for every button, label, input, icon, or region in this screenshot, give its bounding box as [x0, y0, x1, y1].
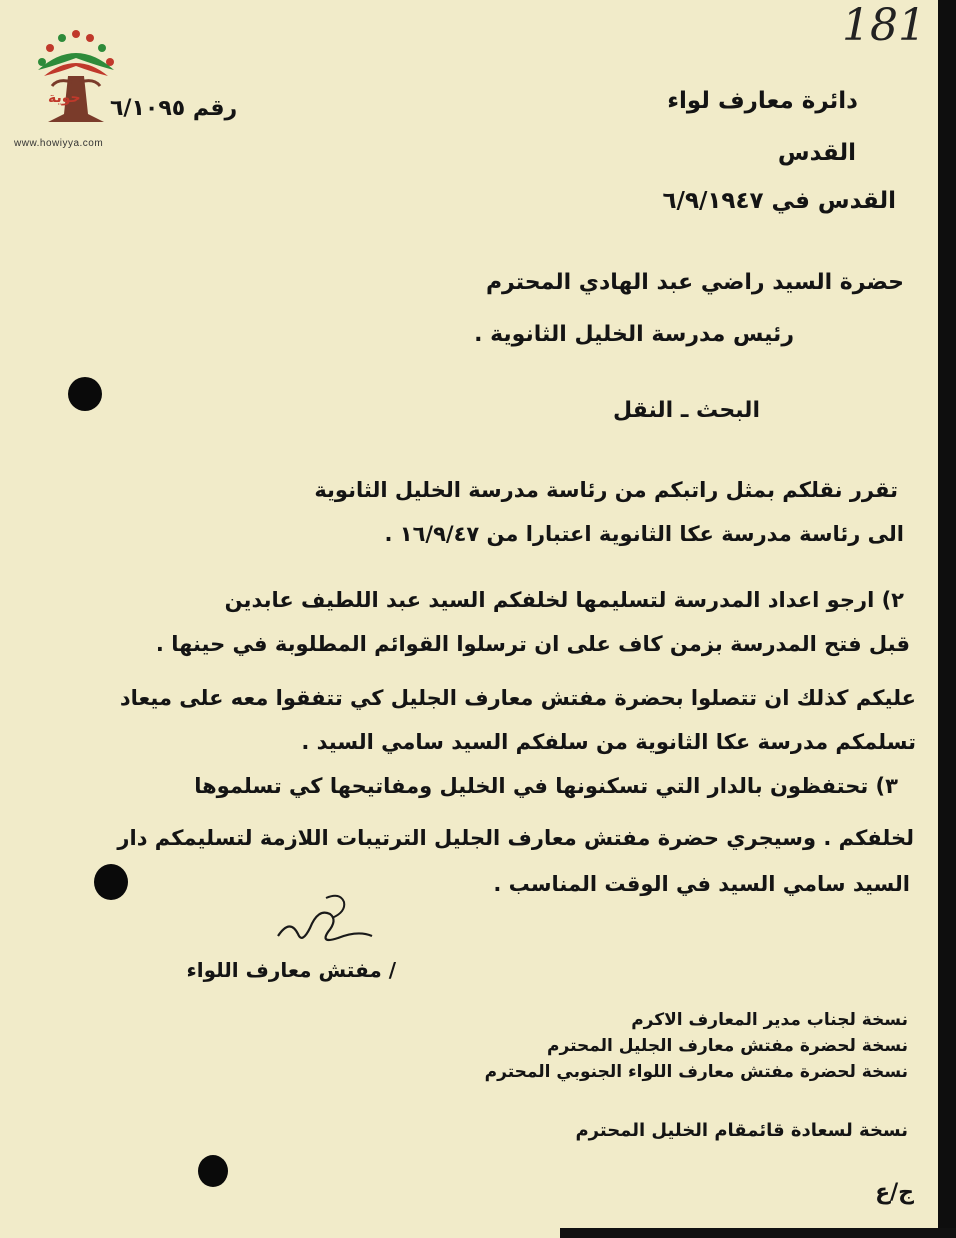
logo-url: www.howiyya.com	[14, 138, 104, 149]
initials: ج/ع	[875, 1180, 914, 1205]
reference-number: رقم ٦/١٠٩٥	[110, 96, 238, 121]
recipient-name: حضرة السيد راضي عبد الهادي المحترم	[485, 270, 904, 295]
body-line: ٣) تحتفظون بالدار التي تسكنونها في الخليل ومفاتيحها كي تسلموها	[194, 774, 898, 798]
body-line: تسلمكم مدرسة عكا الثانوية من سلفكم السيد سامي السيد .	[301, 730, 916, 754]
body-line: تقرر نقلكم بمثل راتبكم من رئاسة مدرسة الخليل الثانوية	[314, 478, 898, 502]
copy-line: نسخة لحضرة مفتش معارف الجليل المحترم	[547, 1036, 908, 1056]
department-name: دائرة معارف لواء	[667, 88, 858, 114]
body-line: ٢) ارجو اعداد المدرسة لتسليمها لخلفكم السيد عبد اللطيف عابدين	[224, 588, 904, 612]
page-number: 181	[842, 0, 926, 51]
body-line: عليكم كذلك ان تتصلوا بحضرة مفتش معارف الجليل كي تتفقوا معه على ميعاد	[119, 686, 916, 710]
copy-line: نسخة لسعادة قائمقام الخليل المحترم	[575, 1120, 908, 1141]
place-and-date: القدس في ٦/٩/١٩٤٧	[662, 188, 896, 214]
signature-title: / مفتش معارف اللواء	[186, 958, 396, 982]
handwritten-signature	[268, 888, 388, 958]
punch-hole	[68, 377, 102, 411]
recipient-title: رئيس مدرسة الخليل الثانوية .	[474, 322, 794, 347]
body-line: قبل فتح المدرسة بزمن كاف على ان ترسلوا القوائم المطلوبة في حينها .	[155, 632, 910, 656]
punch-hole	[94, 864, 128, 900]
scan-border	[938, 0, 956, 1238]
body-line: الى رئاسة مدرسة عكا الثانوية اعتبارا من ١٦/٩/٤٧ .	[384, 522, 904, 546]
copy-line: نسخة لجناب مدير المعارف الاكرم	[631, 1010, 908, 1030]
punch-hole	[198, 1155, 228, 1187]
header-city: القدس	[777, 140, 856, 166]
scan-border-bottom	[560, 1228, 956, 1238]
subject-line: البحث ـ النقل	[612, 398, 760, 423]
logo-brand-text: حوية	[48, 90, 81, 106]
body-line: السيد سامي السيد في الوقت المناسب .	[493, 872, 910, 896]
copy-line: نسخة لحضرة مفتش معارف اللواء الجنوبي المحترم	[484, 1062, 908, 1082]
body-line: لخلفكم . وسيجري حضرة مفتش معارف الجليل الترتيبات اللازمة لتسليمكم دار	[117, 826, 914, 850]
